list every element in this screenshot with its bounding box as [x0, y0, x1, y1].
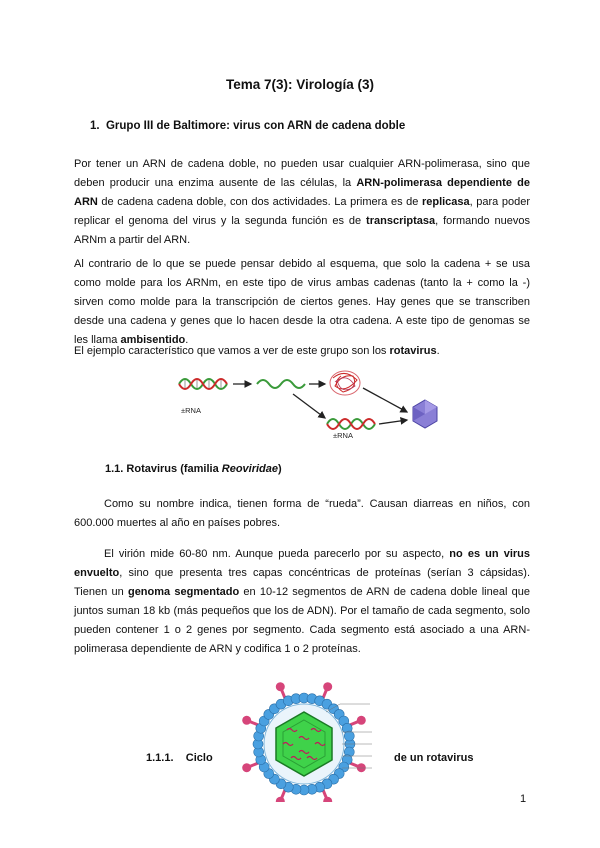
spike-head — [276, 682, 285, 691]
section-heading-1 — [90, 120, 405, 132]
rna-label-bottom: ±RNA — [333, 431, 353, 440]
paragraph-arn-polimerasa: Por tener un ARN de cadena doble, no pueden usar cualquier ARN-polimerasa, sino que deben producir una enzima ausente de las células, la ARN-polimerasa dependiente de ARN de cadena cadena doble, con dos actividades. La primera es de replicasa, para poder replicar el genoma del virus y la segunda función es de transcriptasa, formando nuevos ARNm a partir del ARN. — [74, 158, 530, 246]
page-title: Tema 7(3): Virología (3) — [225, 77, 375, 92]
section-heading-1-1: 1.1. Rotavirus (familia Reoviridae) — [105, 463, 282, 475]
capsid-bead — [344, 731, 354, 741]
spike-head — [242, 716, 251, 725]
paragraph-ambisentido: Al contrario de lo que se puede pensar debido al esquema, que solo la cadena + se usa como molde para los ARNm, en este tipo de virus ambas cadenas (tanto la + como la -) sirven como molde para la transcripción de ciertos genes. Hay genes que se transcriben desde una cadena y genes que lo hacen desde la otra cadena. A este tipo de genomas se les llama ambisentido. — [74, 258, 530, 346]
section-title: Grupo III de Baltimore: virus con ARN de cadena doble — [105, 120, 406, 132]
paragraph-rueda: Como su nombre indica, tienen forma de “rueda”. Causan diarreas en niños, con 600.000 muertes al año en países pobres. — [74, 498, 530, 529]
rotavirus-structure-figure — [232, 682, 382, 802]
page-number: 1 — [520, 793, 527, 805]
ssrna-strand — [257, 380, 305, 388]
dsrna-helix-bottom — [327, 419, 375, 429]
spike-head — [276, 797, 285, 802]
spike-head — [242, 763, 251, 772]
spike-head — [323, 682, 332, 691]
section-heading-1-1-1-rest: de un rotavirus — [394, 752, 474, 764]
dsrna-helix-left — [179, 379, 227, 389]
paragraph-ejemplo-rotavirus: El ejemplo característico que vamos a ver de este grupo son los rotavirus. — [74, 345, 440, 357]
arrow-3 — [363, 388, 407, 412]
arrow-5 — [379, 420, 407, 424]
virion-icon — [413, 400, 437, 428]
spike-head — [323, 797, 332, 802]
spike-head — [357, 763, 366, 772]
tangled-protein-icon — [330, 371, 360, 395]
section-number: 1. — [90, 120, 100, 132]
section-heading-1-1-1: 1.1.1. Ciclo — [146, 752, 213, 764]
rna-label-left: ±RNA — [181, 406, 201, 415]
replication-scheme-figure — [175, 368, 455, 440]
spike-head — [357, 716, 366, 725]
paragraph-virion: El virión mide 60-80 nm. Aunque pueda parecerlo por su aspecto, no es un virus envuelto, sino que presenta tres capas concéntricas de proteínas (serían 3 cápsidas). Tienen un genoma segmentado en 10-12 segmentos de ARN de cadena doble lineal que juntos suman 18 kb (más pequeños que los de ADN). Por el tamaño de cada segmento, solo pueden contener 1 o 2 genes por segmento. Cada segmento está asociado a una ARN-polimerasa dependiente de ARN y codifica 1 o 2 proteínas. — [74, 548, 530, 655]
arrow-4 — [293, 394, 325, 418]
